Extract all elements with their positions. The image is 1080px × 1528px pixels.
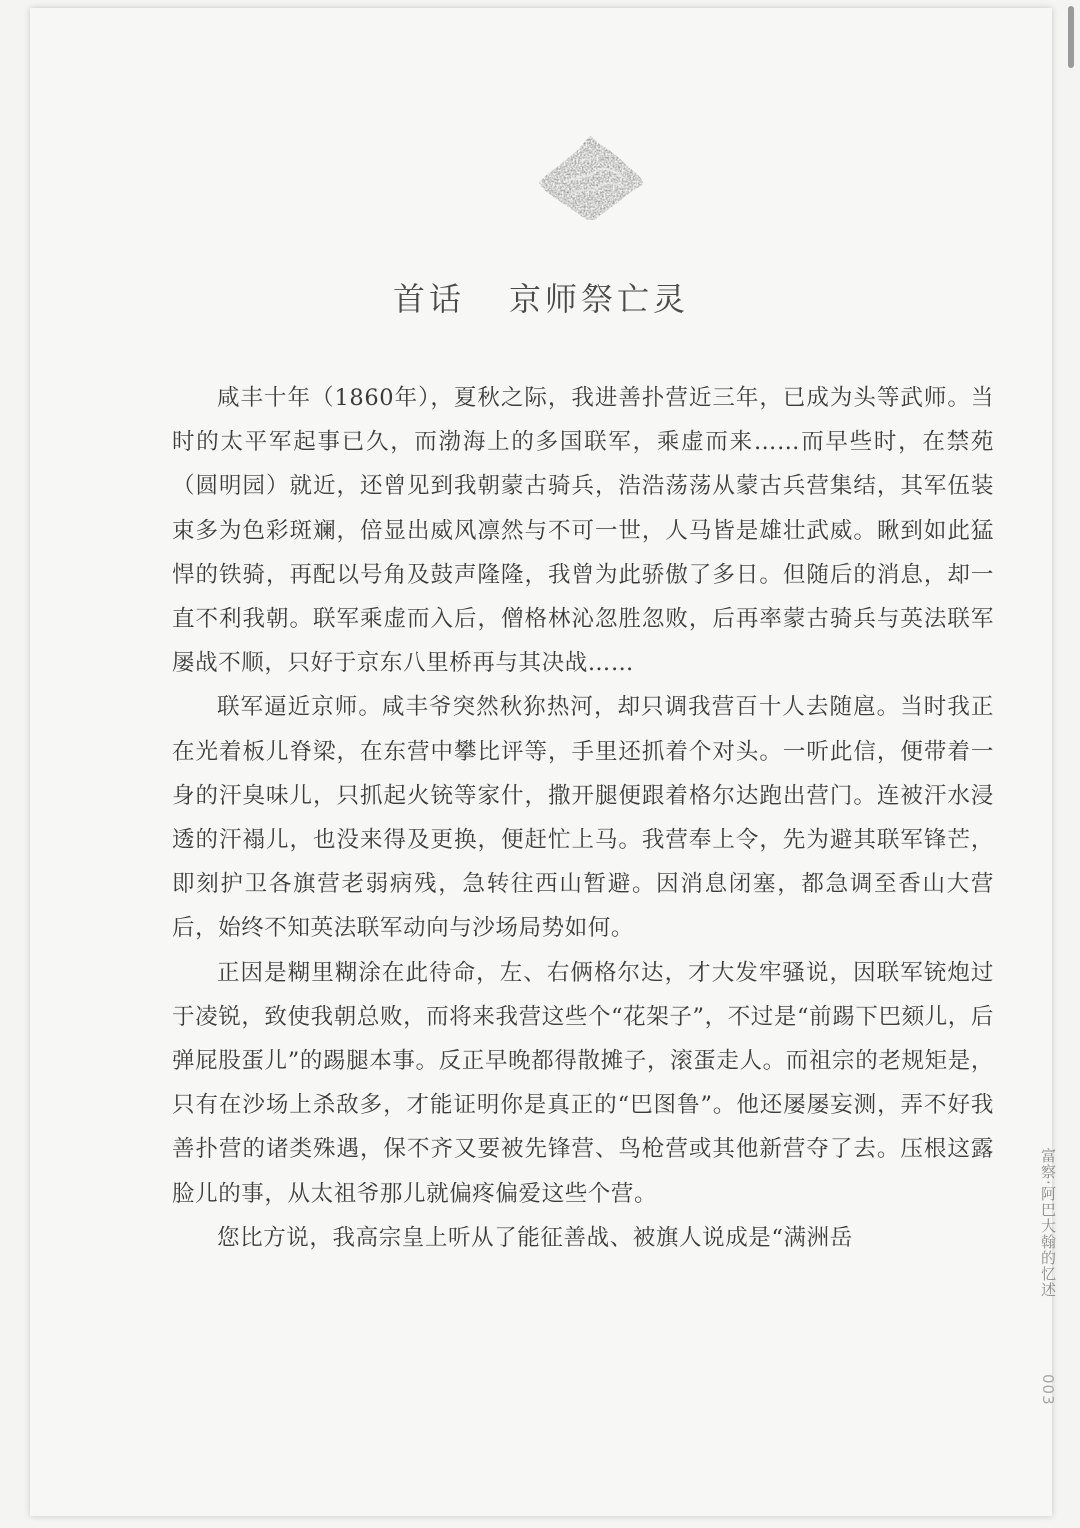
chapter-title-part1: 首话 (392, 280, 465, 318)
scrollbar-thumb[interactable] (1068, 6, 1074, 68)
book-page (30, 8, 1057, 1516)
page-number: 003 (1039, 1374, 1057, 1406)
paragraph-2: 联军逼近京师。咸丰爷突然秋狝热河，却只调我营百十人去随扈。当时我正在光着板儿脊梁，在东营中攀比评等，手里还抓着个对头。一听此信，便带着一身的汗臭味儿，只抓起火铳等家什，撒开腿便跟着格尔达跑出营门。连被汗水浸透的汗褟儿，也没来得及更换，便赶忙上马。我营奉上令，先为避其联军锋芒，即刻护卫各旗营老弱病残，急转往西山暂避。因消息闭塞，都急调至香山大营后，始终不知英法联军动向与沙场局势如何。 (172, 694, 994, 942)
chapter-title (30, 274, 1052, 320)
paragraph-1: 咸丰十年（1860年），夏秋之际，我进善扑营近三年，已成为头等武师。当时的太平军起事已久，而渤海上的多国联军，乘虚而来……而早些时，在禁苑（圆明园）就近，还曾见到我朝蒙古骑兵，浩浩荡荡从蒙古兵营集结，其军伍装束多为色彩斑斓，倍显出威风凛然与不可一世，人马皆是雄壮武威。瞅到如此猛悍的铁骑，再配以号角及鼓声隆隆，我曾为此骄傲了多日。但随后的消息，却一直不利我朝。联军乘虚而入后，僧格林沁忽胜忽败，后再率蒙古骑兵与英法联军屡战不顺，只好于京东八里桥再与其决战…… (172, 385, 994, 677)
chapter-body (172, 376, 994, 1260)
paragraph-4: 您比方说，我高宗皇上听从了能征善战、被旗人说成是“满洲岳 (217, 1224, 853, 1251)
cloud-ornament-icon (535, 132, 647, 224)
paragraph-3: 正因是糊里糊涂在此待命，左、右俩格尔达，才大发牢骚说，因联军铳炮过于凌锐，致使我朝总败，而将来我营这些个“花架子”，不过是“前踢下巴颏儿，后弹屁股蛋儿”的踢腿本事。反正早晚都得散摊子，滚蛋走人。而祖宗的老规矩是，只有在沙场上杀敌多，才能证明你是真正的“巴图鲁”。他还屡屡妄测，弄不好我善扑营的诸类殊遇，保不齐又要被先锋营、鸟枪营或其他新营夺了去。压根这露脸儿的事，从太祖爷那儿就偏疼偏爱这些个营。 (172, 959, 994, 1207)
chapter-title-part2: 京师祭亡灵 (509, 280, 690, 318)
running-footer-book-title: 富察·阿巴大翰的忆述 (1039, 1148, 1057, 1298)
